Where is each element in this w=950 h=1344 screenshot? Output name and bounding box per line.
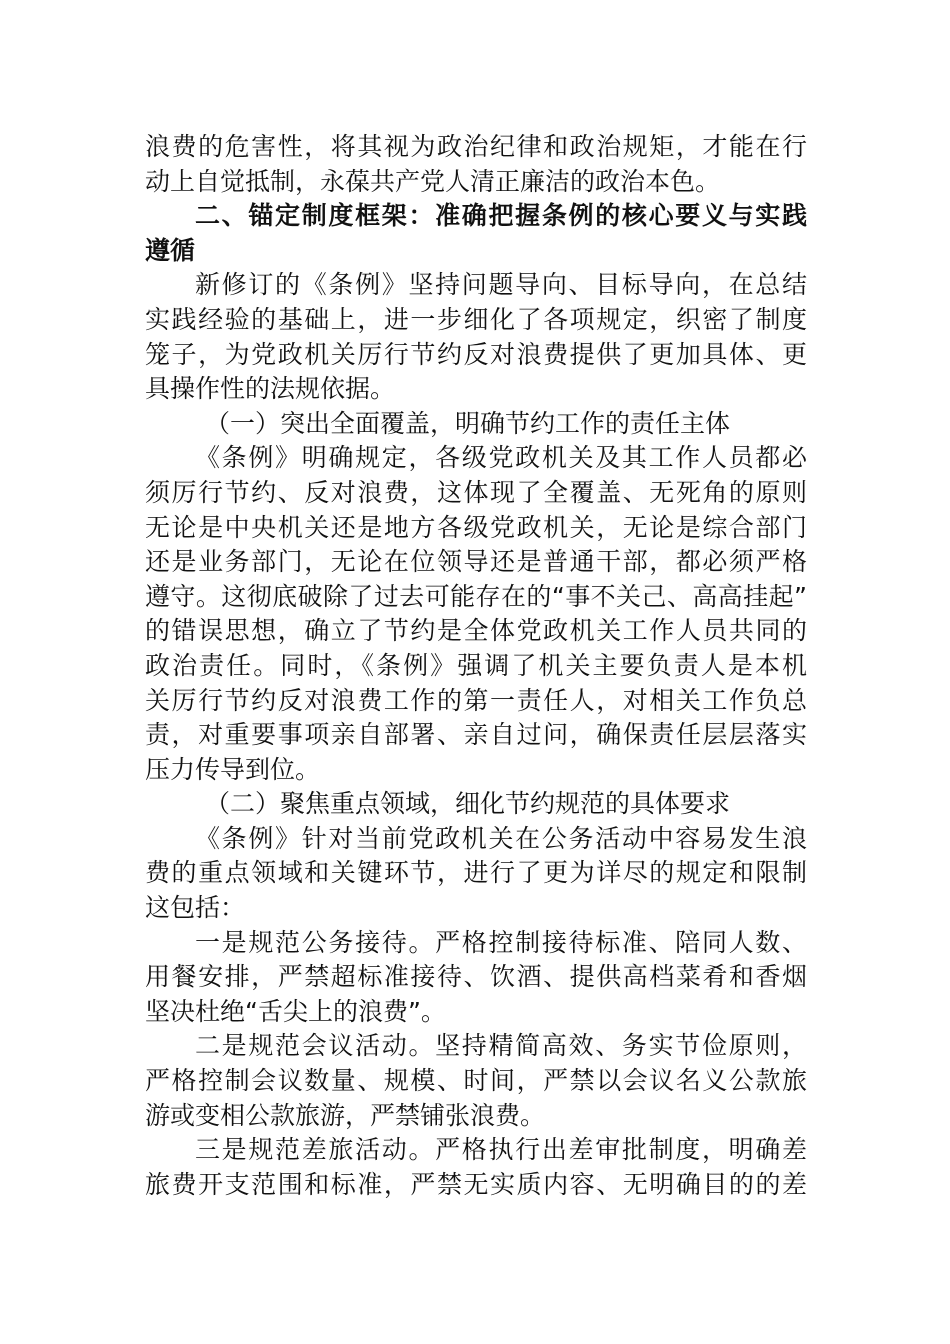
text-line: 浪费的危害性，将其视为政治纪律和政治规矩，才能在行 bbox=[145, 132, 807, 161]
text-line: 实践经验的基础上，进一步细化了各项规定，织密了制度 bbox=[145, 304, 807, 334]
text-line: 压力传导到位。 bbox=[145, 754, 321, 784]
text-line: 具操作性的法规依据。 bbox=[145, 374, 396, 404]
text-line: 严格控制会议数量、规模、时间，严禁以会议名义公款旅 bbox=[145, 1066, 807, 1096]
text-line: 的错误思想，确立了节约是全体党政机关工作人员共同的 bbox=[145, 616, 807, 646]
text-line: 关厉行节约反对浪费工作的第一责任人，对相关工作负总 bbox=[145, 685, 807, 715]
text-line: 费的重点领域和关键环节，进行了更为详尽的规定和限制 bbox=[145, 858, 807, 888]
text-line: 笼子，为党政机关厉行节约反对浪费提供了更加具体、更 bbox=[145, 339, 807, 369]
section-heading: 遵循 bbox=[145, 235, 196, 265]
subsection-heading: （二）聚焦重点领域，细化节约规范的具体要求 bbox=[205, 789, 731, 819]
text-line: 用餐安排，严禁超标准接待、饮酒、提供高档菜肴和香烟 bbox=[145, 962, 807, 992]
text-line: 遵守。这彻底破除了过去可能存在的“事不关己、高高挂起” bbox=[145, 581, 807, 611]
text-line: 一是规范公务接待。严格控制接待标准、陪同人数、 bbox=[195, 927, 807, 957]
text-line: 这包括： bbox=[145, 893, 246, 923]
text-line: 无论是中央机关还是地方各级党政机关，无论是综合部门 bbox=[145, 512, 807, 542]
text-line: 《条例》明确规定，各级党政机关及其工作人员都必 bbox=[195, 443, 807, 473]
text-line: 坚决杜绝“舌尖上的浪费”。 bbox=[145, 996, 446, 1026]
text-line: 动上自觉抵制，永葆共产党人清正廉洁的政治本色。 bbox=[145, 166, 721, 196]
text-line: 三是规范差旅活动。严格执行出差审批制度，明确差 bbox=[195, 1135, 807, 1165]
text-line: 二是规范会议活动。坚持精简高效、务实节俭原则， bbox=[195, 1031, 807, 1061]
text-line: 责，对重要事项亲自部署、亲自过问，确保责任层层落实 bbox=[145, 720, 807, 750]
text-line: 旅费开支范围和标准，严禁无实质内容、无明确目的的差 bbox=[145, 1169, 807, 1199]
text-line: 须厉行节约、反对浪费，这体现了全覆盖、无死角的原则 bbox=[145, 477, 807, 507]
document-body bbox=[145, 130, 807, 1202]
text-line: 新修订的《条例》坚持问题导向、目标导向，在总结 bbox=[195, 270, 807, 300]
section-heading: 二、锚定制度框架：准确把握条例的核心要义与实践 bbox=[195, 201, 807, 231]
text-line: 还是业务部门，无论在位领导还是普通干部，都必须严格 bbox=[145, 547, 807, 577]
subsection-heading: （一）突出全面覆盖，明确节约工作的责任主体 bbox=[205, 408, 731, 438]
text-line: 《条例》针对当前党政机关在公务活动中容易发生浪 bbox=[195, 823, 807, 853]
text-line: 政治责任。同时，《条例》强调了机关主要负责人是本机 bbox=[145, 650, 807, 680]
text-line: 游或变相公款旅游，严禁铺张浪费。 bbox=[145, 1100, 546, 1130]
